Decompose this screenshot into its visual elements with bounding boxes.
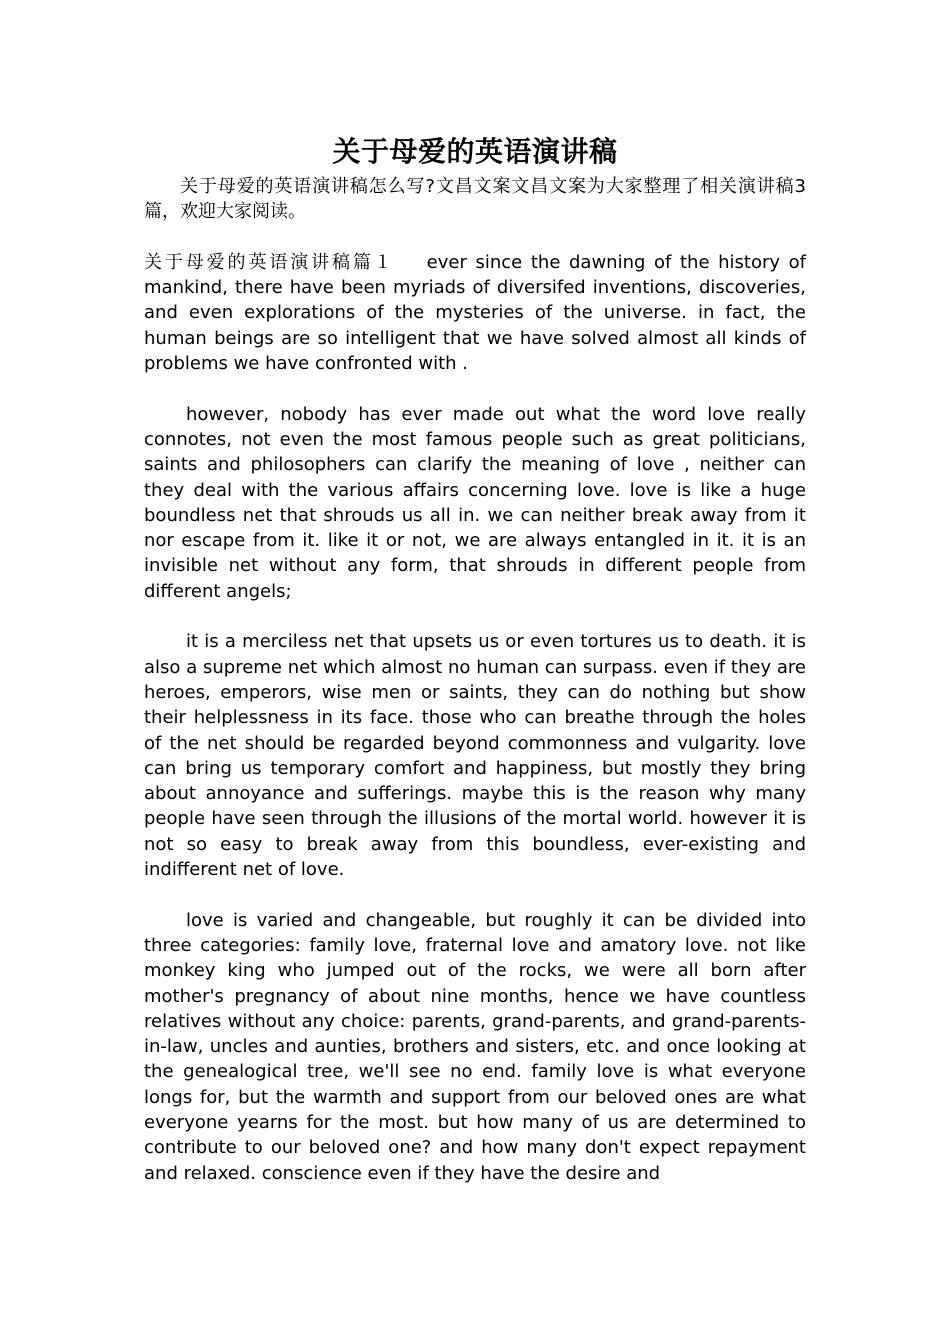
- document-title: 关于母爱的英语演讲稿: [332, 135, 618, 168]
- section-heading: 关于母爱的英语演讲稿篇１: [144, 251, 395, 273]
- paragraph-3: it is a merciless net that upsets us or even tortures us to death. it is also a supreme net which almost no human can surpass. even if they are heroes, emperors, wise men or saints, they can do nothing but show their helplessness in its face. those who can breathe through the holes of the net should be regarded beyond commonness and vulgarity. love can bring us temporary comfort and happiness, but mostly they bring about annoyance and sufferings. maybe this is the reason why many people have seen through the illusions of the mortal world. however it is not so easy to break away from this boundless, ever-existing and indifferent net of love.: [144, 631, 806, 881]
- paragraph-gap: [144, 225, 806, 250]
- document-body: [144, 130, 806, 1186]
- paragraph-1: [144, 250, 806, 376]
- paragraph-gap: [144, 376, 806, 401]
- paragraph-2: however, nobody has ever made out what the word love really connotes, not even the most famous people such as great politicians, saints and philosophers can clarify the meaning of love , neither can they deal with the various affairs concerning love. love is like a huge boundless net that shrouds us all in. we can neither break away from it nor escape from it. like it or not, we are always entangled in it. it is an invisible net without any form, that shrouds in different people from different angels;: [144, 403, 806, 602]
- intro-paragraph: 关于母爱的英语演讲稿怎么写?文昌文案文昌文案为大家整理了相关演讲稿3篇，欢迎大家阅读。: [144, 176, 806, 223]
- paragraph-4: love is varied and changeable, but roughly it can be divided into three categories: family love, fraternal love and amatory love. not like monkey king who jumped out of the rocks, we were all born after mother's pregnancy of about nine months, hence we have countless relatives without any choice: parents, grand-parents, and grand-parents-in-law, uncles and aunties, brothers and sisters, etc. and once looking at the genealogical tree, we'll see no end. family love is what everyone longs for, but the warmth and support from our beloved ones are what everyone yearns for the most. but how many of us are determined to contribute to our beloved one? and how many don't expect repayment and relaxed. conscience even if they have the desire and: [144, 909, 806, 1184]
- paragraph-gap: [144, 604, 806, 629]
- paragraph-gap: [144, 882, 806, 907]
- paragraph-1-text: ever since the dawning of the history of mankind, there have been myriads of diversifed inventions, discoveries, and even explorations of the mysteries of the universe. in fact, the human beings are so intelligent that we have solved almost all kinds of problems we have confronted with .: [144, 251, 807, 375]
